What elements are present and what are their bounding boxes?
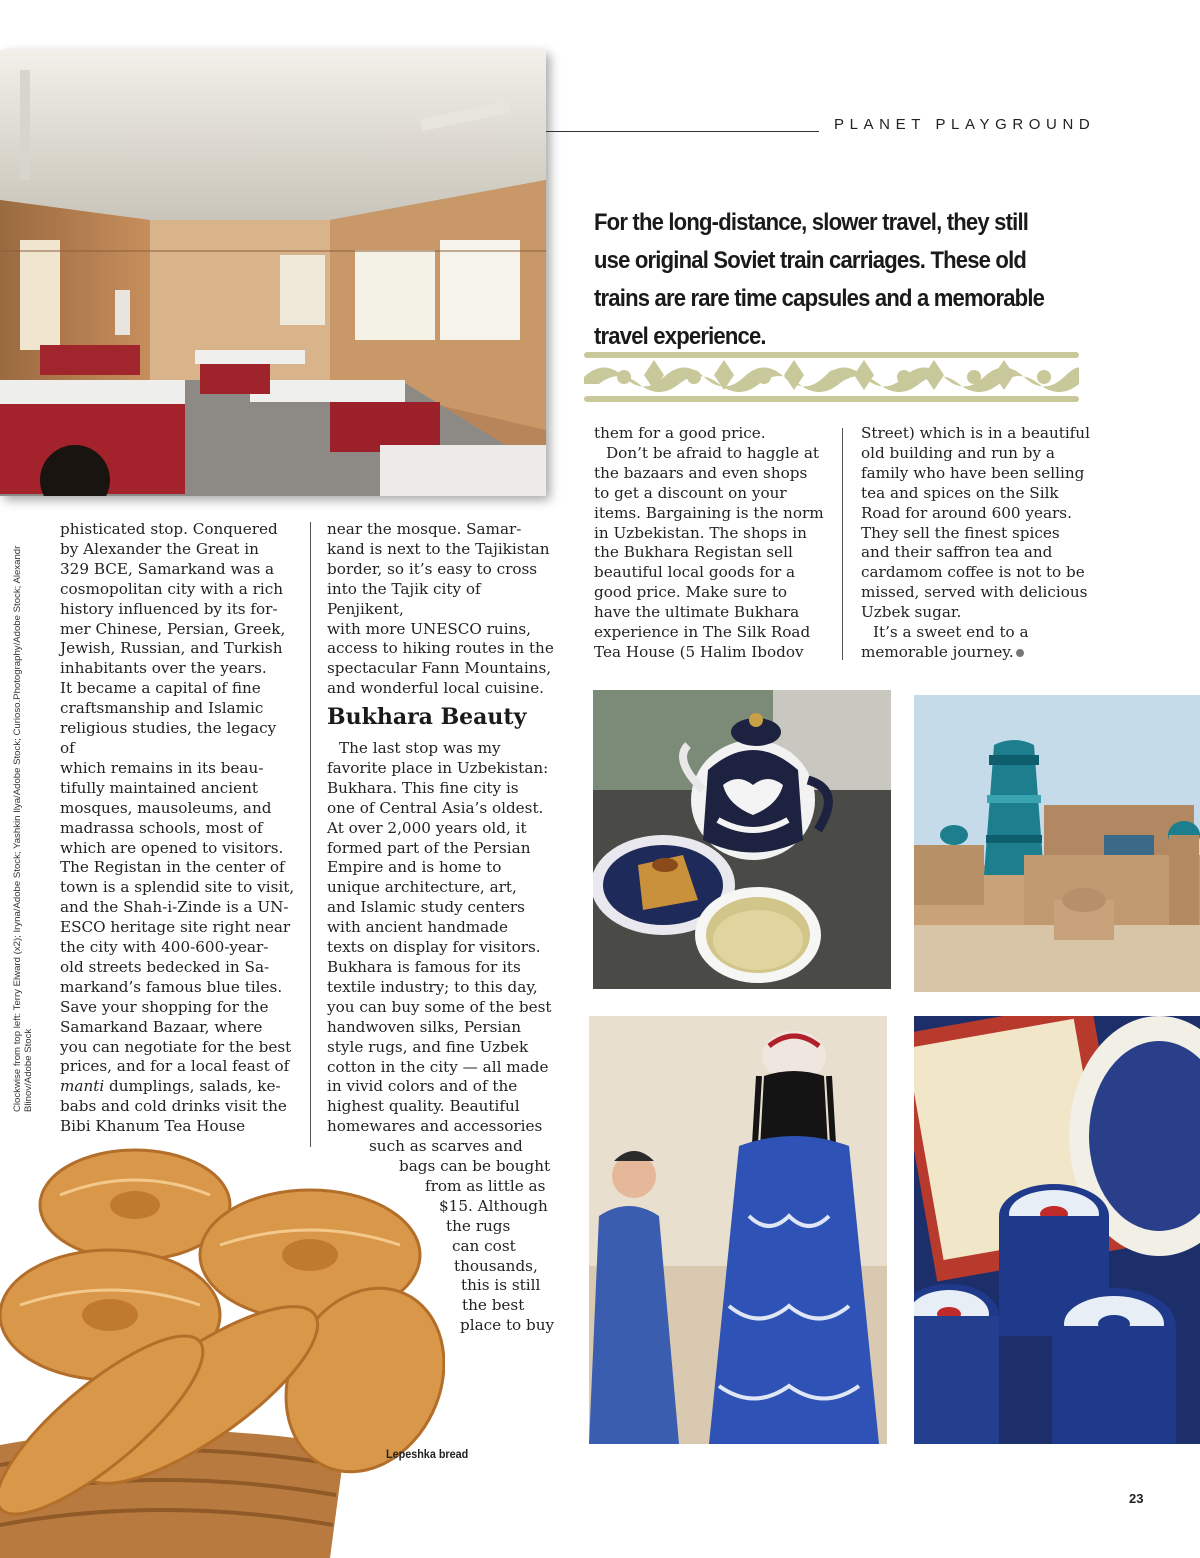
- col1-line: town is a splendid site to visit,: [60, 878, 295, 897]
- col2b-line: cotton in the city — all made: [327, 1057, 549, 1076]
- col1-line: babs and cold drinks visit the: [60, 1097, 287, 1116]
- col1-line: prices, and for a local feast of: [60, 1057, 290, 1076]
- col4-line: missed, served with delicious: [861, 583, 1088, 602]
- col1-line: which are opened to visitors.: [60, 838, 284, 857]
- col1-line: history influenced by its for-: [60, 599, 278, 618]
- dancer-photo: [589, 1016, 887, 1444]
- column-rule-2: [842, 428, 843, 660]
- photo-credit: Clockwise from top left: Terry Elward (x2); Iryna/Adobe Stock; Yashkin Ilya/Adobe Stock; Curioso.Photography/Adobe Stock; Alexandr Blinov/Adobe Stock: [12, 545, 34, 1112]
- col1-line: The Registan in the center of: [60, 858, 285, 877]
- body-column-1: [60, 520, 295, 1137]
- col1-line: mosques, mausoleums, and: [60, 798, 272, 817]
- col3-line: the Bukhara Registan sell: [594, 543, 793, 562]
- col4-line: cardamom coffee is not to be: [861, 563, 1085, 582]
- manti-rest: dumplings, salads, ke-: [104, 1077, 281, 1096]
- col2b-line: Bukhara is famous for its: [327, 957, 521, 976]
- page-number: 23: [1129, 1491, 1144, 1506]
- col4-line: old building and run by a: [861, 443, 1055, 462]
- col2b-line: The last stop was my: [339, 739, 501, 757]
- col2b-line: with ancient handmade: [327, 918, 508, 937]
- col2b-line: place to buy: [460, 1316, 555, 1335]
- col1-line: by Alexander the Great in: [60, 539, 259, 558]
- col2b-line: homewares and accessories: [327, 1117, 543, 1136]
- col3-line: items. Bargaining is the norm: [594, 503, 824, 522]
- col2-line: spectacular Fann Mountains,: [327, 659, 552, 678]
- col4-line: Uzbek sugar.: [861, 603, 962, 622]
- col2b-line: textile industry; to this day,: [327, 977, 538, 996]
- col2b-line: from as little as: [425, 1176, 546, 1195]
- col4-line: [861, 643, 1096, 663]
- col3-line: the bazaars and even shops: [594, 463, 808, 482]
- col2b-line: the best: [462, 1296, 525, 1315]
- train-carriage-photo: [0, 50, 546, 496]
- col3-line: Don’t be afraid to haggle at: [606, 443, 819, 462]
- col1-line: craftsmanship and Islamic: [60, 699, 264, 718]
- col2b-line: texts on display for visitors.: [327, 938, 541, 957]
- col2b-line: one of Central Asia’s oldest.: [327, 798, 544, 817]
- col1-line: [60, 1077, 295, 1097]
- col2b-line: Bukhara. This fine city is: [327, 778, 519, 797]
- col2-line: border, so it’s easy to cross: [327, 559, 538, 578]
- col1-line: ESCO heritage site right near: [60, 918, 291, 937]
- col2b-line: in vivid colors and of the: [327, 1077, 518, 1096]
- col2-line: and wonderful local cuisine.: [327, 679, 545, 698]
- col1-line: It became a capital of fine: [60, 679, 261, 698]
- col2b-line: handwoven silks, Persian: [327, 1017, 522, 1036]
- col1-line: religious studies, the legacy of: [60, 719, 277, 757]
- col1-line: Bibi Khanum Tea House: [60, 1117, 246, 1136]
- col2b-line: the rugs: [446, 1216, 511, 1235]
- col1-line: Jewish, Russian, and Turkish: [60, 639, 283, 658]
- manti-word: manti: [60, 1077, 105, 1096]
- col2b-line: unique architecture, art,: [327, 878, 517, 897]
- col1-line: mer Chinese, Persian, Greek,: [60, 619, 286, 638]
- col2b-line: formed part of the Persian: [327, 838, 531, 857]
- col2b-line: thousands,: [454, 1256, 538, 1275]
- col4-line: family who have been selling: [861, 463, 1085, 482]
- col1-line: old streets bedecked in Sa-: [60, 957, 270, 976]
- col2b-line: Empire and is home to: [327, 858, 502, 877]
- col1-line: inhabitants over the years.: [60, 659, 267, 678]
- col1-line: the city with 400-600-year-: [60, 938, 269, 957]
- col3-line: good price. Make sure to: [594, 583, 788, 602]
- ceramic-bowls-photo: [914, 1016, 1200, 1444]
- col3-line: in Uzbekistan. The shops in: [594, 523, 807, 542]
- khiva-minaret-photo: [914, 695, 1200, 992]
- col2-line: access to hiking routes in the: [327, 639, 554, 658]
- col1-line: markand’s famous blue tiles.: [60, 977, 283, 996]
- col1-line: madrassa schools, most of: [60, 818, 263, 837]
- column-rule-1: [310, 522, 311, 1147]
- col1-line: 329 BCE, Samarkand was a: [60, 559, 275, 578]
- col4-line: It’s a sweet end to a: [873, 623, 1029, 642]
- end-mark-icon: [1016, 649, 1024, 657]
- col2-line: with more UNESCO ruins,: [327, 619, 531, 638]
- col1-line: Save your shopping for the: [60, 997, 269, 1016]
- col2b-line: and Islamic study centers: [327, 898, 525, 917]
- col4-line: tea and spices on the Silk: [861, 483, 1059, 502]
- body-column-2-top: [327, 520, 562, 699]
- col2b-line: bags can be bought: [399, 1157, 551, 1176]
- col2-line: near the mosque. Samar-: [327, 520, 522, 538]
- col4-line: They sell the finest spices: [861, 523, 1060, 542]
- col2b-line: you can buy some of the best: [327, 997, 552, 1016]
- col1-line: tifully maintained ancient: [60, 778, 258, 797]
- col3-line: have the ultimate Bukhara: [594, 603, 800, 622]
- header-rule: [546, 131, 819, 132]
- col4-line: Road for around 600 years.: [861, 503, 1072, 522]
- col2b-line: favorite place in Uzbekistan:: [327, 758, 549, 777]
- col2b-line: style rugs, and fine Uzbek: [327, 1037, 529, 1056]
- pull-quote: For the long-distance, slower travel, they still use original Soviet train carriages. These old trains are rare time capsules and a memorable travel experience.: [594, 209, 1045, 350]
- col4-last-text: memorable journey.: [861, 642, 1014, 661]
- col2b-line: can cost: [452, 1236, 516, 1255]
- col2b-line: this is still: [461, 1276, 541, 1295]
- col1-line: cosmopolitan city with a rich: [60, 579, 284, 598]
- col1-line: phisticated stop. Conquered: [60, 520, 278, 538]
- col4-line: and their saffron tea and: [861, 543, 1053, 562]
- section-title: PLANET PLAYGROUND: [834, 116, 1096, 133]
- ornament-band: [584, 350, 1079, 404]
- col2b-line: highest quality. Beautiful: [327, 1097, 520, 1116]
- body-column-3: [594, 424, 826, 663]
- col1-line: you can negotiate for the best: [60, 1037, 292, 1056]
- col1-line: and the Shah-i-Zinde is a UN-: [60, 898, 289, 917]
- body-column-4: [861, 424, 1096, 663]
- col3-line: Tea House (5 Halim Ibodov: [594, 642, 804, 661]
- col3-line: them for a good price.: [594, 424, 766, 442]
- photo-caption: Lepeshka bread: [386, 1447, 469, 1461]
- col1-line: which remains in its beau-: [60, 758, 264, 777]
- teapot-dessert-photo: [593, 690, 891, 989]
- col4-line: Street) which is in a beautiful: [861, 424, 1090, 442]
- col1-line: Samarkand Bazaar, where: [60, 1017, 263, 1036]
- col2-line: kand is next to the Tajikistan: [327, 539, 550, 558]
- col2-line: into the Tajik city of Penjikent,: [327, 579, 481, 618]
- col3-line: experience in The Silk Road: [594, 623, 811, 642]
- col2b-line: At over 2,000 years old, it: [327, 818, 527, 837]
- col3-line: beautiful local goods for a: [594, 563, 796, 582]
- col3-line: to get a discount on your: [594, 483, 787, 502]
- col2b-line: $15. Although: [439, 1196, 548, 1215]
- lepeshka-bread-photo: [0, 1145, 445, 1558]
- subhead: Bukhara Beauty: [327, 704, 527, 730]
- col2b-line: such as scarves and: [369, 1137, 523, 1156]
